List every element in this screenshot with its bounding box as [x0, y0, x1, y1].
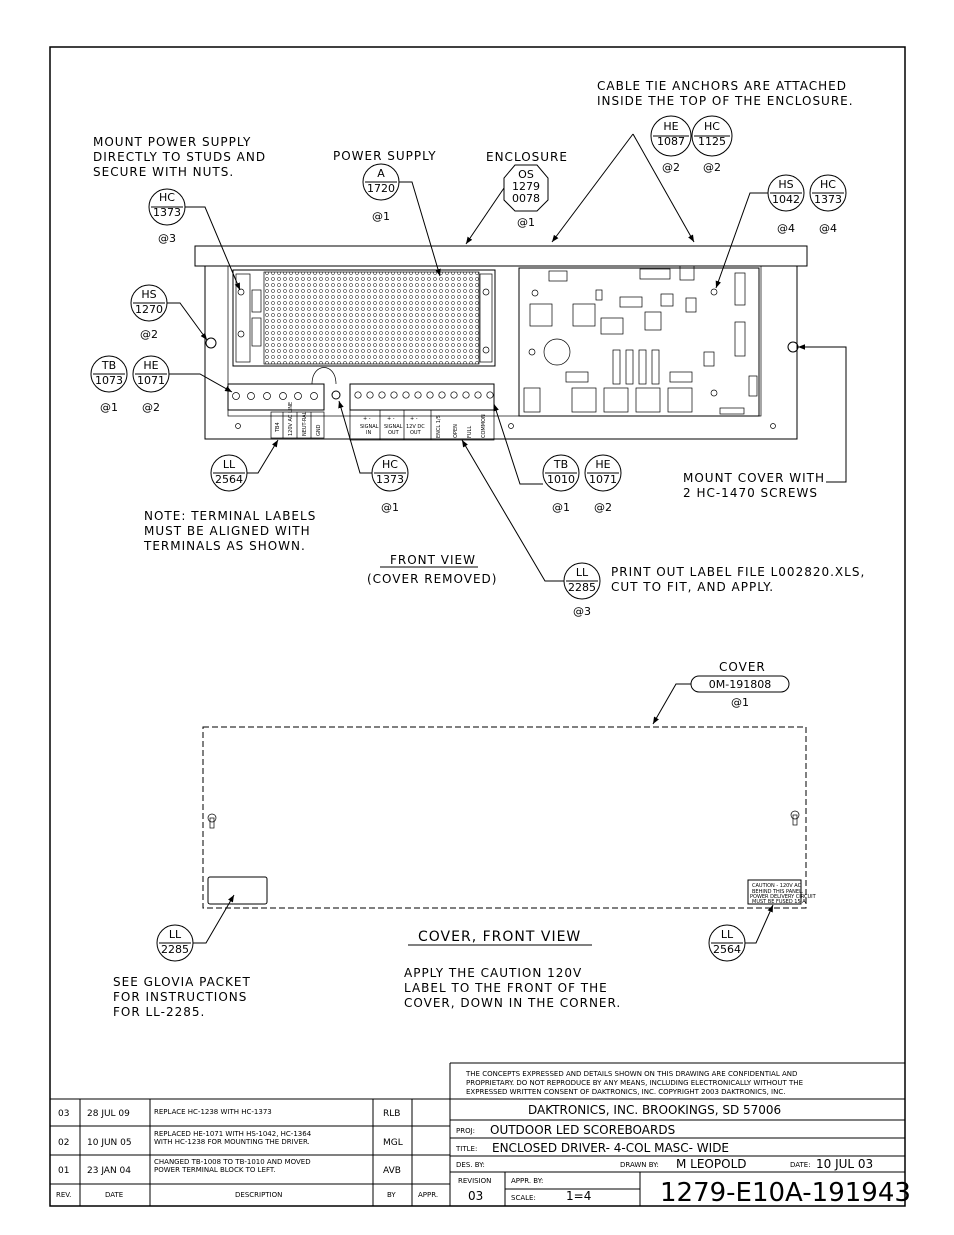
svg-text:APPLY THE CAUTION 120V: APPLY THE CAUTION 120V [404, 966, 583, 980]
svg-text:PRINT OUT LABEL FILE L002820.X: PRINT OUT LABEL FILE L002820.XLS, [611, 565, 866, 579]
svg-text:SEE GLOVIA PACKET: SEE GLOVIA PACKET [113, 975, 251, 989]
svg-text:@3: @3 [573, 605, 591, 618]
svg-text:02: 02 [58, 1138, 70, 1148]
revision-row [58, 1108, 400, 1119]
svg-text:HS: HS [141, 288, 157, 301]
svg-text:DATE: DATE [105, 1191, 124, 1199]
power-supply-unit [233, 270, 495, 366]
project-name: OUTDOOR LED SCOREBOARDS [490, 1123, 676, 1137]
svg-text:@4: @4 [819, 222, 837, 235]
revision-header [56, 1191, 438, 1199]
drawing-date: 10 JUL 03 [816, 1157, 874, 1171]
bubble-ll2285-cover [157, 895, 234, 961]
svg-text:REPLACE HC-1238 WITH HC-1373: REPLACE HC-1238 WITH HC-1373 [154, 1108, 272, 1116]
svg-text:1087: 1087 [657, 135, 685, 148]
svg-text:2285: 2285 [161, 943, 189, 956]
appr-by-label: APPR. BY: [511, 1177, 544, 1185]
bubble-ll2564-front [211, 440, 278, 491]
svg-text:1073: 1073 [95, 374, 123, 387]
scale-label: SCALE: [511, 1194, 536, 1202]
svg-text:CAUTION - 120V AC: CAUTION - 120V AC [752, 883, 802, 889]
svg-text:@2: @2 [142, 401, 160, 414]
svg-text:MUST BE FUSED 15 A.: MUST BE FUSED 15 A. [752, 899, 808, 905]
note-glovia [113, 975, 251, 1019]
svg-text:COVER, DOWN IN THE CORNER.: COVER, DOWN IN THE CORNER. [404, 996, 622, 1010]
drawn-by-label: DRAWN BY: [620, 1161, 659, 1169]
svg-text:FOR LL-2285.: FOR LL-2285. [113, 1005, 206, 1019]
svg-text:LL: LL [720, 928, 734, 941]
label-common: COMMON [481, 414, 487, 438]
svg-text:@1: @1 [372, 210, 390, 223]
power-terminal-block [228, 368, 340, 439]
svg-text:SECURE WITH NUTS.: SECURE WITH NUTS. [93, 165, 235, 179]
bubble-ll2285-front [462, 440, 600, 618]
svg-text:A: A [377, 167, 385, 180]
title-front-view: FRONT VIEW [390, 553, 477, 567]
svg-text:BY: BY [387, 1191, 396, 1199]
svg-text:REPLACED HE-1071 WITH HS-1042,: REPLACED HE-1071 WITH HS-1042, HC-1364 [154, 1130, 312, 1138]
label-12v-out: 12V DC [406, 424, 425, 430]
label-area-ll2285 [208, 877, 267, 904]
svg-text:INSIDE THE TOP OF THE ENCLOSUR: INSIDE THE TOP OF THE ENCLOSURE. [597, 94, 854, 108]
svg-text:@2: @2 [140, 328, 158, 341]
enclosure-lid [195, 246, 807, 266]
scale-value: 1=4 [566, 1189, 592, 1203]
svg-text:1042: 1042 [772, 193, 800, 206]
svg-text:HC: HC [159, 191, 175, 204]
note-print-label [611, 565, 865, 594]
svg-text:HC: HC [820, 178, 836, 191]
revision-table [50, 1063, 450, 1206]
confidential-line-3: EXPRESSED WRITTEN CONSENT OF DAKTRONICS, INC. COPYRIGHT 2003 DAKTRONICS, INC. [466, 1088, 786, 1096]
label-cover-removed: (COVER REMOVED) [367, 572, 498, 586]
cover-panel [203, 727, 806, 908]
bubble-tb1010 [494, 404, 579, 514]
label-signal-in: SIGNAL [360, 424, 379, 430]
svg-text:APPR.: APPR. [418, 1191, 439, 1199]
bubble-he1071-left [133, 356, 232, 414]
svg-text:MOUNT COVER WITH: MOUNT COVER WITH [683, 471, 826, 485]
svg-text:MGL: MGL [383, 1138, 403, 1148]
revision-row [58, 1130, 403, 1148]
cover-front-view [203, 727, 817, 908]
bubble-hc1373-ground [339, 401, 408, 514]
bubble-he1071-right [585, 455, 621, 514]
svg-text:BEHIND THIS PANEL.: BEHIND THIS PANEL. [752, 889, 804, 895]
svg-text:@2: @2 [662, 161, 680, 174]
svg-text:CHANGED TB-1008 TO TB-1010 AND: CHANGED TB-1008 TO TB-1010 AND MOVED [154, 1158, 311, 1166]
svg-text:@2: @2 [594, 501, 612, 514]
svg-text:28 JUL 09: 28 JUL 09 [87, 1109, 130, 1119]
note-mount-cover [683, 471, 825, 500]
svg-text:LABEL TO THE FRONT OF THE: LABEL TO THE FRONT OF THE [404, 981, 608, 995]
svg-text:POWER TERMINAL BLOCK TO LEFT.: POWER TERMINAL BLOCK TO LEFT. [154, 1166, 276, 1174]
title-label: TITLE: [456, 1145, 478, 1153]
svg-text:@2: @2 [703, 161, 721, 174]
confidential-line-1: THE CONCEPTS EXPRESSED AND DETAILS SHOWN ON THIS DRAWING ARE CONFIDENTIAL AND [466, 1070, 798, 1078]
svg-text:HE: HE [663, 120, 679, 133]
svg-text:AVB: AVB [383, 1166, 401, 1176]
svg-text:OS: OS [518, 168, 534, 181]
svg-text:@1: @1 [731, 696, 749, 709]
svg-text:FOR INSTRUCTIONS: FOR INSTRUCTIONS [113, 990, 248, 1004]
bubble-os1279 [466, 165, 548, 244]
label-open: OPEN [453, 424, 459, 438]
svg-text:MOUNT POWER SUPPLY: MOUNT POWER SUPPLY [93, 135, 252, 149]
svg-text:10 JUN 05: 10 JUN 05 [87, 1138, 132, 1148]
svg-text:LL: LL [222, 458, 236, 471]
label-encl: ENCL 1/S [436, 415, 442, 438]
label-cover: COVER [719, 660, 766, 674]
tb4-label: TB4 [275, 422, 281, 432]
svg-text:01: 01 [58, 1166, 70, 1176]
svg-text:MUST BE ALIGNED WITH: MUST BE ALIGNED WITH [144, 524, 311, 538]
driver-board [519, 266, 759, 416]
svg-text:@1: @1 [100, 401, 118, 414]
svg-text:+ -: + - [363, 416, 371, 422]
keyhole-right [791, 811, 799, 825]
svg-text:1270: 1270 [135, 303, 163, 316]
svg-text:2564: 2564 [215, 473, 243, 486]
company-name: DAKTRONICS, INC. BROOKINGS, SD 57006 [528, 1103, 782, 1117]
svg-text:POWER DELIVERY CIRCUIT: POWER DELIVERY CIRCUIT [750, 894, 816, 900]
svg-text:CUT TO FIT, AND APPLY.: CUT TO FIT, AND APPLY. [611, 580, 775, 594]
svg-text:2285: 2285 [568, 581, 596, 594]
bubble-a1720 [363, 164, 440, 276]
bubble-he1087 [651, 116, 691, 174]
bubble-hc1373-top [149, 189, 240, 290]
svg-text:@1: @1 [552, 501, 570, 514]
revision-row [58, 1158, 401, 1176]
svg-text:1071: 1071 [137, 374, 165, 387]
svg-text:@1: @1 [517, 216, 535, 229]
svg-text:WITH HC-1238 FOR MOUNTING THE: WITH HC-1238 FOR MOUNTING THE DRIVER. [154, 1138, 310, 1146]
label-enclosure: ENCLOSURE [486, 150, 568, 164]
current-revision: 03 [468, 1189, 484, 1203]
svg-text:1279: 1279 [512, 180, 540, 193]
svg-text:@1: @1 [381, 501, 399, 514]
svg-text:+ -: + - [410, 416, 418, 422]
confidential-line-2: PROPRIETARY. DO NOT REPRODUCE BY ANY MEANS, INCLUDING ELECTRONICALLY WITHOUT THE [466, 1079, 803, 1087]
svg-text:1010: 1010 [547, 473, 575, 486]
bubble-tb1073 [91, 356, 127, 414]
svg-text:HE: HE [595, 458, 611, 471]
proj-label: PROJ: [456, 1127, 476, 1135]
svg-text:1373: 1373 [376, 473, 404, 486]
svg-text:1125: 1125 [698, 135, 726, 148]
label-12v-out-2: OUT [410, 430, 421, 436]
title-cover-front-view: COVER, FRONT VIEW [418, 929, 582, 945]
label-signal-out-2: OUT [388, 430, 399, 436]
svg-text:2 HC-1470 SCREWS: 2 HC-1470 SCREWS [683, 486, 818, 500]
svg-text:CABLE TIE ANCHORS ARE ATTACHED: CABLE TIE ANCHORS ARE ATTACHED [597, 79, 847, 93]
terminal-label-neutral: NEUT-RAL [302, 411, 308, 436]
bubble-om191808 [653, 676, 789, 724]
svg-text:LL: LL [168, 928, 182, 941]
date-label: DATE: [790, 1161, 811, 1169]
drawn-by: M LEOPOLD [676, 1157, 747, 1171]
svg-text:03: 03 [58, 1109, 70, 1119]
svg-text:23 JAN 04: 23 JAN 04 [87, 1166, 132, 1176]
bubble-hc1373-right [810, 175, 846, 235]
enclosure-front-view [195, 246, 807, 440]
svg-text:2564: 2564 [713, 943, 741, 956]
svg-text:REV.: REV. [56, 1191, 72, 1199]
svg-text:RLB: RLB [383, 1109, 401, 1119]
title-block [450, 1063, 911, 1208]
svg-text:HC: HC [382, 458, 398, 471]
svg-text:HS: HS [778, 178, 794, 191]
svg-text:1373: 1373 [153, 206, 181, 219]
ground-stud [332, 391, 340, 399]
svg-text:0M-191808: 0M-191808 [708, 678, 772, 691]
svg-text:DIRECTLY TO STUDS AND: DIRECTLY TO STUDS AND [93, 150, 267, 164]
bubble-hc1125 [692, 116, 732, 174]
svg-text:NOTE: TERMINAL LABELS: NOTE: TERMINAL LABELS [144, 509, 317, 523]
svg-text:1720: 1720 [367, 182, 395, 195]
signal-terminal-block [350, 384, 494, 440]
svg-text:TB: TB [101, 359, 117, 372]
terminal-label-gnd: GND [316, 424, 322, 436]
bubble-hs1270 [131, 285, 207, 341]
svg-text:DESCRIPTION: DESCRIPTION [235, 1191, 283, 1199]
bubble-ll2564-cover [709, 905, 773, 961]
svg-text:HC: HC [704, 120, 720, 133]
note-caution-apply [404, 966, 621, 1010]
svg-text:@3: @3 [158, 232, 176, 245]
bubble-hs1042 [716, 175, 804, 288]
drawing-number: 1279-E10A-191943 [660, 1178, 911, 1208]
svg-text:TB: TB [553, 458, 569, 471]
mounting-hole-left [206, 338, 216, 348]
label-signal-in-2: IN [366, 430, 372, 436]
revision-label: REVISION [458, 1177, 492, 1185]
label-signal-out: SIGNAL [384, 424, 403, 430]
drawing-title: ENCLOSED DRIVER- 4-COL MASC- WIDE [492, 1141, 730, 1155]
svg-text:1373: 1373 [814, 193, 842, 206]
svg-text:1071: 1071 [589, 473, 617, 486]
note-mount-power-supply [93, 135, 266, 179]
note-cable-tie [597, 79, 854, 108]
svg-text:0078: 0078 [512, 192, 540, 205]
note-terminal-labels [143, 509, 316, 553]
terminal-label-line: 120V AC LINE [288, 401, 294, 436]
label-power-supply: POWER SUPPLY [333, 149, 437, 163]
label-full: FULL [467, 425, 473, 438]
svg-text:+ -: + - [387, 416, 395, 422]
svg-text:TERMINALS AS SHOWN.: TERMINALS AS SHOWN. [144, 539, 306, 553]
svg-text:@4: @4 [777, 222, 795, 235]
svg-text:HE: HE [143, 359, 159, 372]
svg-text:LL: LL [575, 566, 589, 579]
des-by-label: DES. BY: [456, 1161, 485, 1169]
keyhole-left [208, 814, 216, 828]
